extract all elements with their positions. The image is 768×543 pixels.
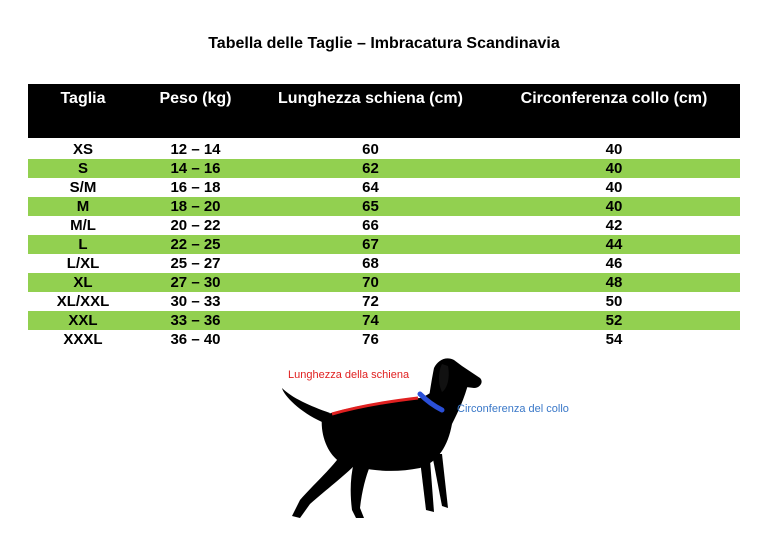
cell-back: 62 xyxy=(253,159,488,178)
cell-size: L xyxy=(28,235,138,254)
cell-neck: 40 xyxy=(488,197,740,216)
cell-neck: 50 xyxy=(605,293,623,310)
cell-neck: 44 xyxy=(488,235,740,254)
cell-weight: 22 – 25 xyxy=(138,235,253,254)
cell-back: 68 xyxy=(362,255,379,272)
cell-weight: 14 – 16 xyxy=(138,159,253,178)
cell-neck: 52 xyxy=(488,311,740,330)
table-row xyxy=(28,292,740,311)
back-length-label: Lunghezza della schiena xyxy=(288,369,410,381)
table-row xyxy=(28,273,740,292)
table-row xyxy=(28,311,740,330)
page-title: Tabella delle Taglie – Imbracatura Scandinavia xyxy=(208,35,560,52)
cell-weight: 30 – 33 xyxy=(170,293,221,310)
cell-neck: 46 xyxy=(605,255,623,272)
cell-size: L/XL xyxy=(66,255,100,272)
table-row xyxy=(28,138,740,159)
cell-size: S/M xyxy=(69,179,97,196)
cell-size: XL/XXL xyxy=(56,293,110,310)
cell-weight: 27 – 30 xyxy=(138,273,253,292)
cell-size: XS xyxy=(72,141,93,158)
table-header-row xyxy=(28,84,740,138)
cell-back: 72 xyxy=(362,293,379,310)
header-peso: Peso (kg) xyxy=(138,84,253,138)
header-taglia: Taglia xyxy=(28,84,138,138)
neck-circumference-label: Circonferenza del collo xyxy=(457,403,569,415)
table-row xyxy=(28,330,740,349)
table-row xyxy=(28,178,740,197)
cell-back: 70 xyxy=(253,273,488,292)
table-row xyxy=(28,216,740,235)
header-lunghezza-schiena: Lunghezza schiena (cm) xyxy=(253,84,488,138)
cell-neck: 40 xyxy=(488,159,740,178)
cell-back: 76 xyxy=(362,331,379,348)
header-circonferenza-collo: Circonferenza collo (cm) xyxy=(488,84,740,138)
size-table xyxy=(28,84,740,349)
table-row xyxy=(28,159,740,178)
table-row xyxy=(28,254,740,273)
cell-back: 60 xyxy=(362,141,379,158)
cell-back: 67 xyxy=(253,235,488,254)
dog-silhouette xyxy=(282,358,482,518)
cell-size: M xyxy=(28,197,138,216)
cell-weight: 36 – 40 xyxy=(170,331,221,348)
cell-weight: 12 – 14 xyxy=(170,141,221,158)
table-row xyxy=(28,197,740,216)
cell-weight: 25 – 27 xyxy=(170,255,221,272)
cell-neck: 40 xyxy=(605,179,623,196)
cell-size: XXXL xyxy=(63,331,103,348)
cell-neck: 40 xyxy=(605,141,623,158)
cell-size: M/L xyxy=(70,217,96,234)
cell-neck: 48 xyxy=(488,273,740,292)
cell-back: 74 xyxy=(253,311,488,330)
cell-neck: 42 xyxy=(605,217,623,234)
cell-size: XXL xyxy=(28,311,138,330)
cell-weight: 33 – 36 xyxy=(138,311,253,330)
cell-weight: 16 – 18 xyxy=(170,179,221,196)
cell-back: 66 xyxy=(362,217,379,234)
cell-size: S xyxy=(28,159,138,178)
cell-size: XL xyxy=(28,273,138,292)
cell-weight: 20 – 22 xyxy=(170,217,221,234)
cell-weight: 18 – 20 xyxy=(138,197,253,216)
cell-back: 65 xyxy=(253,197,488,216)
table-row xyxy=(28,235,740,254)
cell-neck: 54 xyxy=(605,331,623,348)
cell-back: 64 xyxy=(362,179,379,196)
